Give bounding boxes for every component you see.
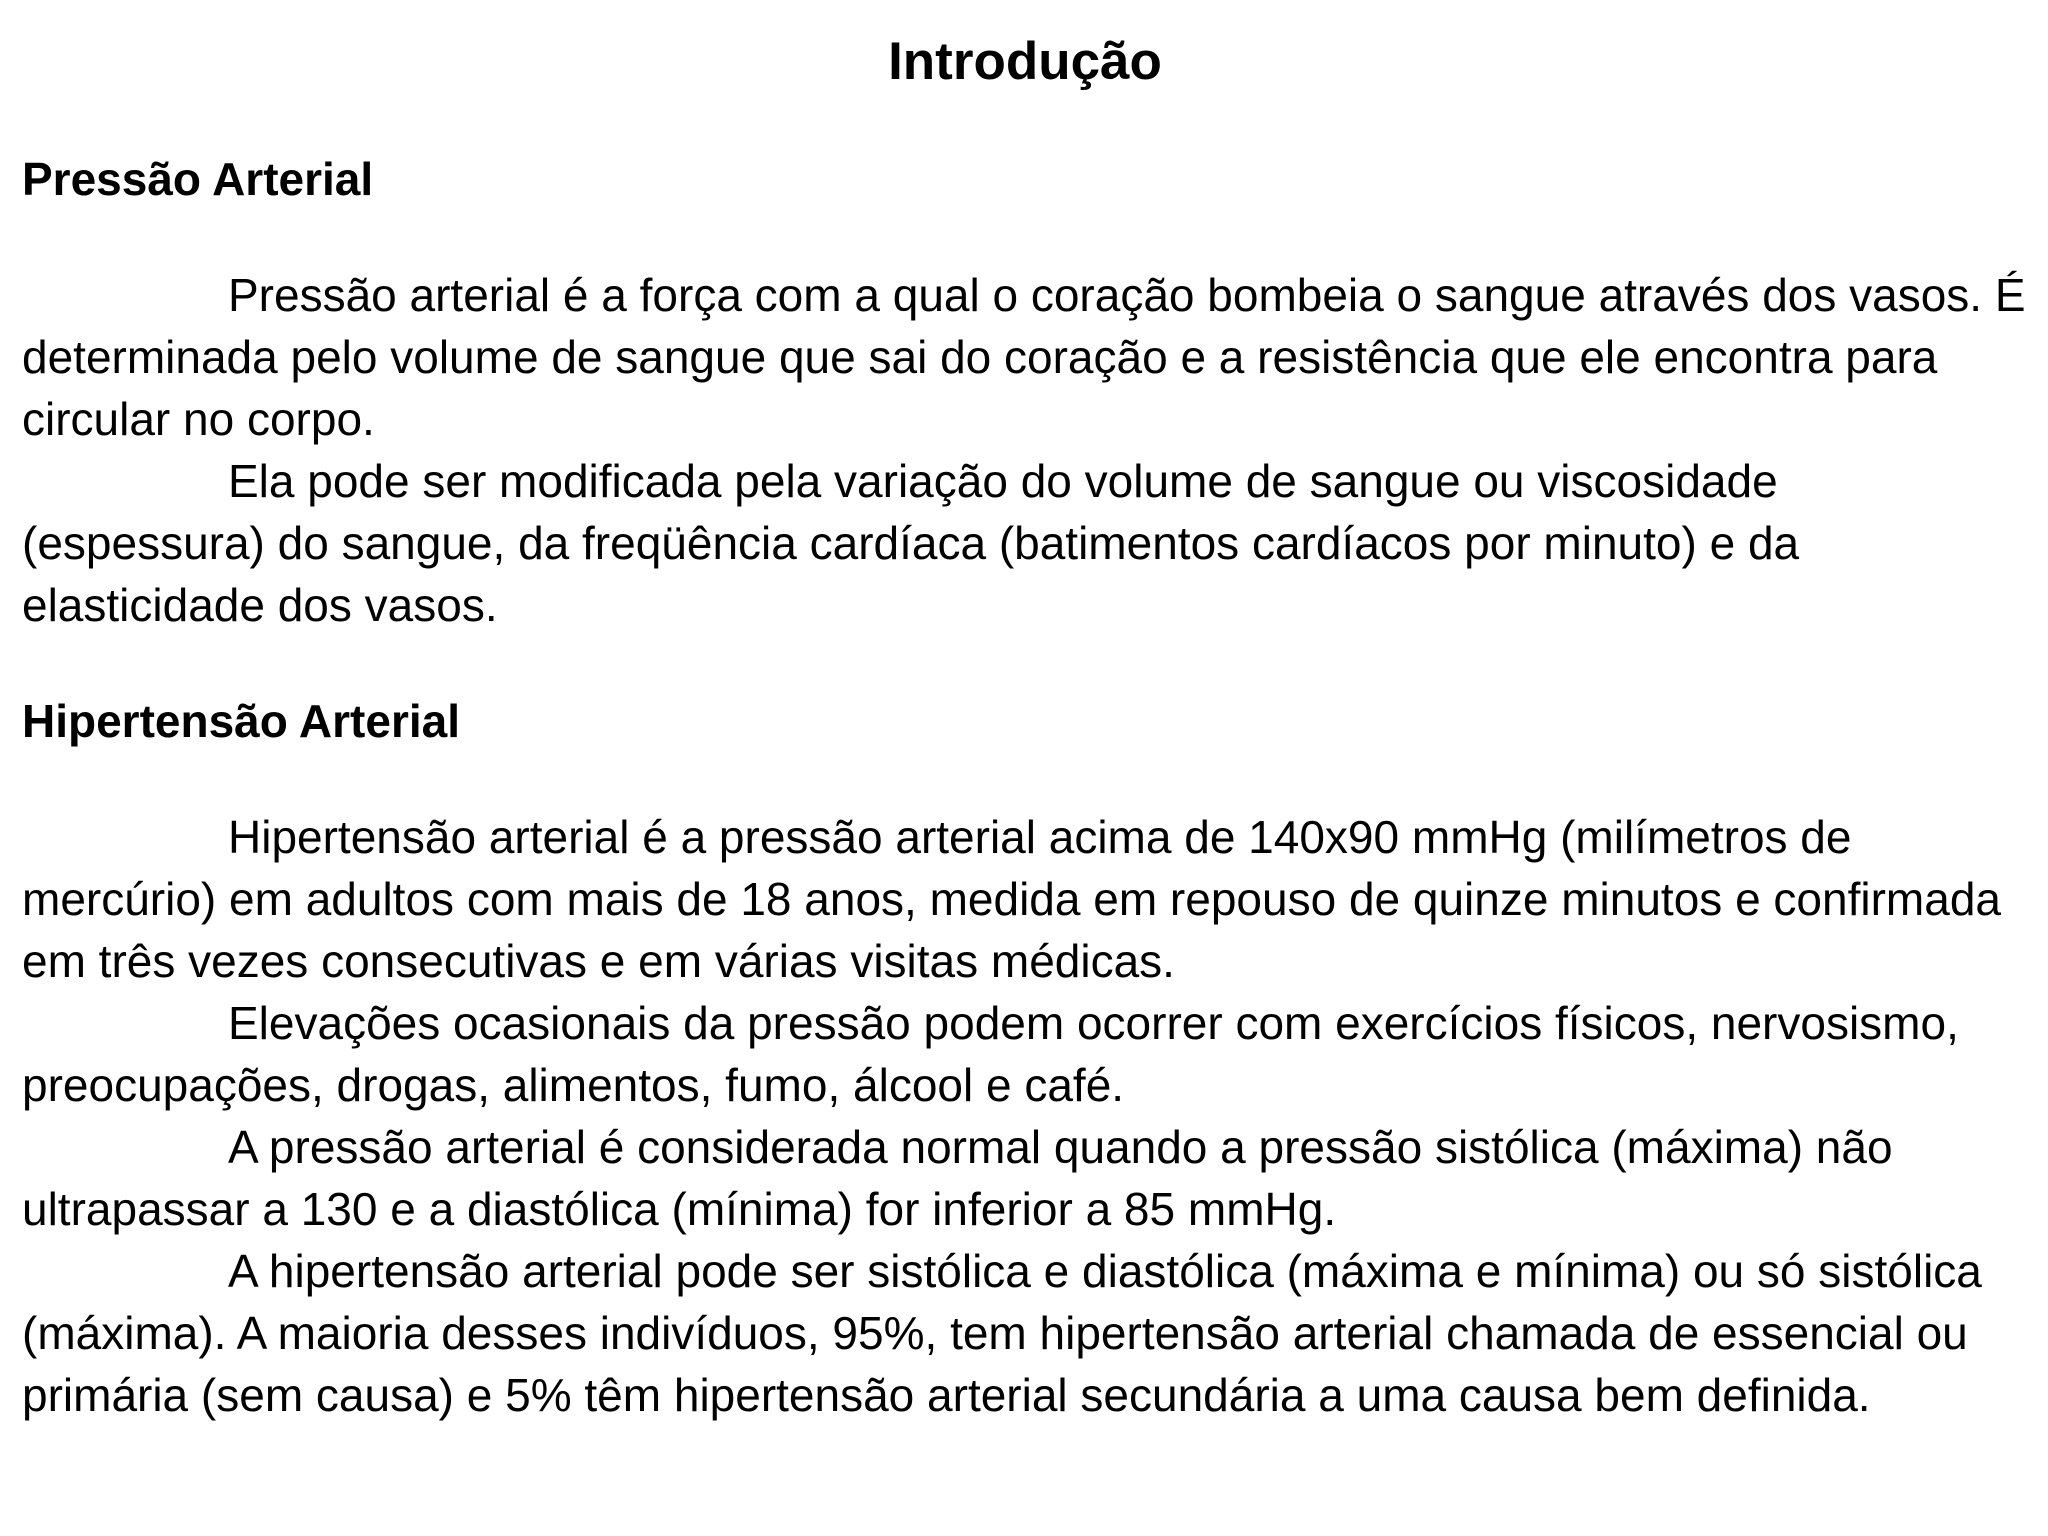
section-body-hipertensao-arterial <box>22 806 2028 1426</box>
section-heading-pressao-arterial: Pressão Arterial <box>22 153 374 205</box>
paragraph: A hipertensão arterial pode ser sistólica e diastólica (máxima e mínima) ou só sistólica (máxima). A maioria desses indivíduos, 95%, tem hipertensão arterial chamada de essencial ou primária (sem causa) e 5% têm hipertensão arterial secundária a uma causa bem definida. <box>22 1245 1982 1421</box>
paragraph: A pressão arterial é considerada normal quando a pressão sistólica (máxima) não ultrapassar a 130 e a diastólica (mínima) for inferior a 85 mmHg. <box>22 1121 1893 1235</box>
paragraph: Hipertensão arterial é a pressão arterial acima de 140x90 mmHg (milímetros de mercúrio) em adultos com mais de 18 anos, medida em repouso de quinze minutos e confirmada em três vezes consecutivas e em várias visitas médicas. <box>22 811 2001 987</box>
section-body-pressao-arterial <box>22 264 2028 636</box>
section-heading-hipertensao-arterial: Hipertensão Arterial <box>22 695 460 747</box>
paragraph: Elevações ocasionais da pressão podem ocorrer com exercícios físicos, nervosismo, preocupações, drogas, alimentos, fumo, álcool e café. <box>22 997 1959 1111</box>
paragraph: Ela pode ser modificada pela variação do volume de sangue ou viscosidade (espessura) do sangue, da freqüência cardíaca (batimentos cardíacos por minuto) e da elasticidade dos vasos. <box>22 455 1800 631</box>
paragraph: Pressão arterial é a força com a qual o coração bombeia o sangue através dos vasos. É determinada pelo volume de sangue que sai do coração e a resistência que ele encontra para circular no corpo. <box>22 269 2026 445</box>
document-title: Introdução <box>888 32 1162 91</box>
